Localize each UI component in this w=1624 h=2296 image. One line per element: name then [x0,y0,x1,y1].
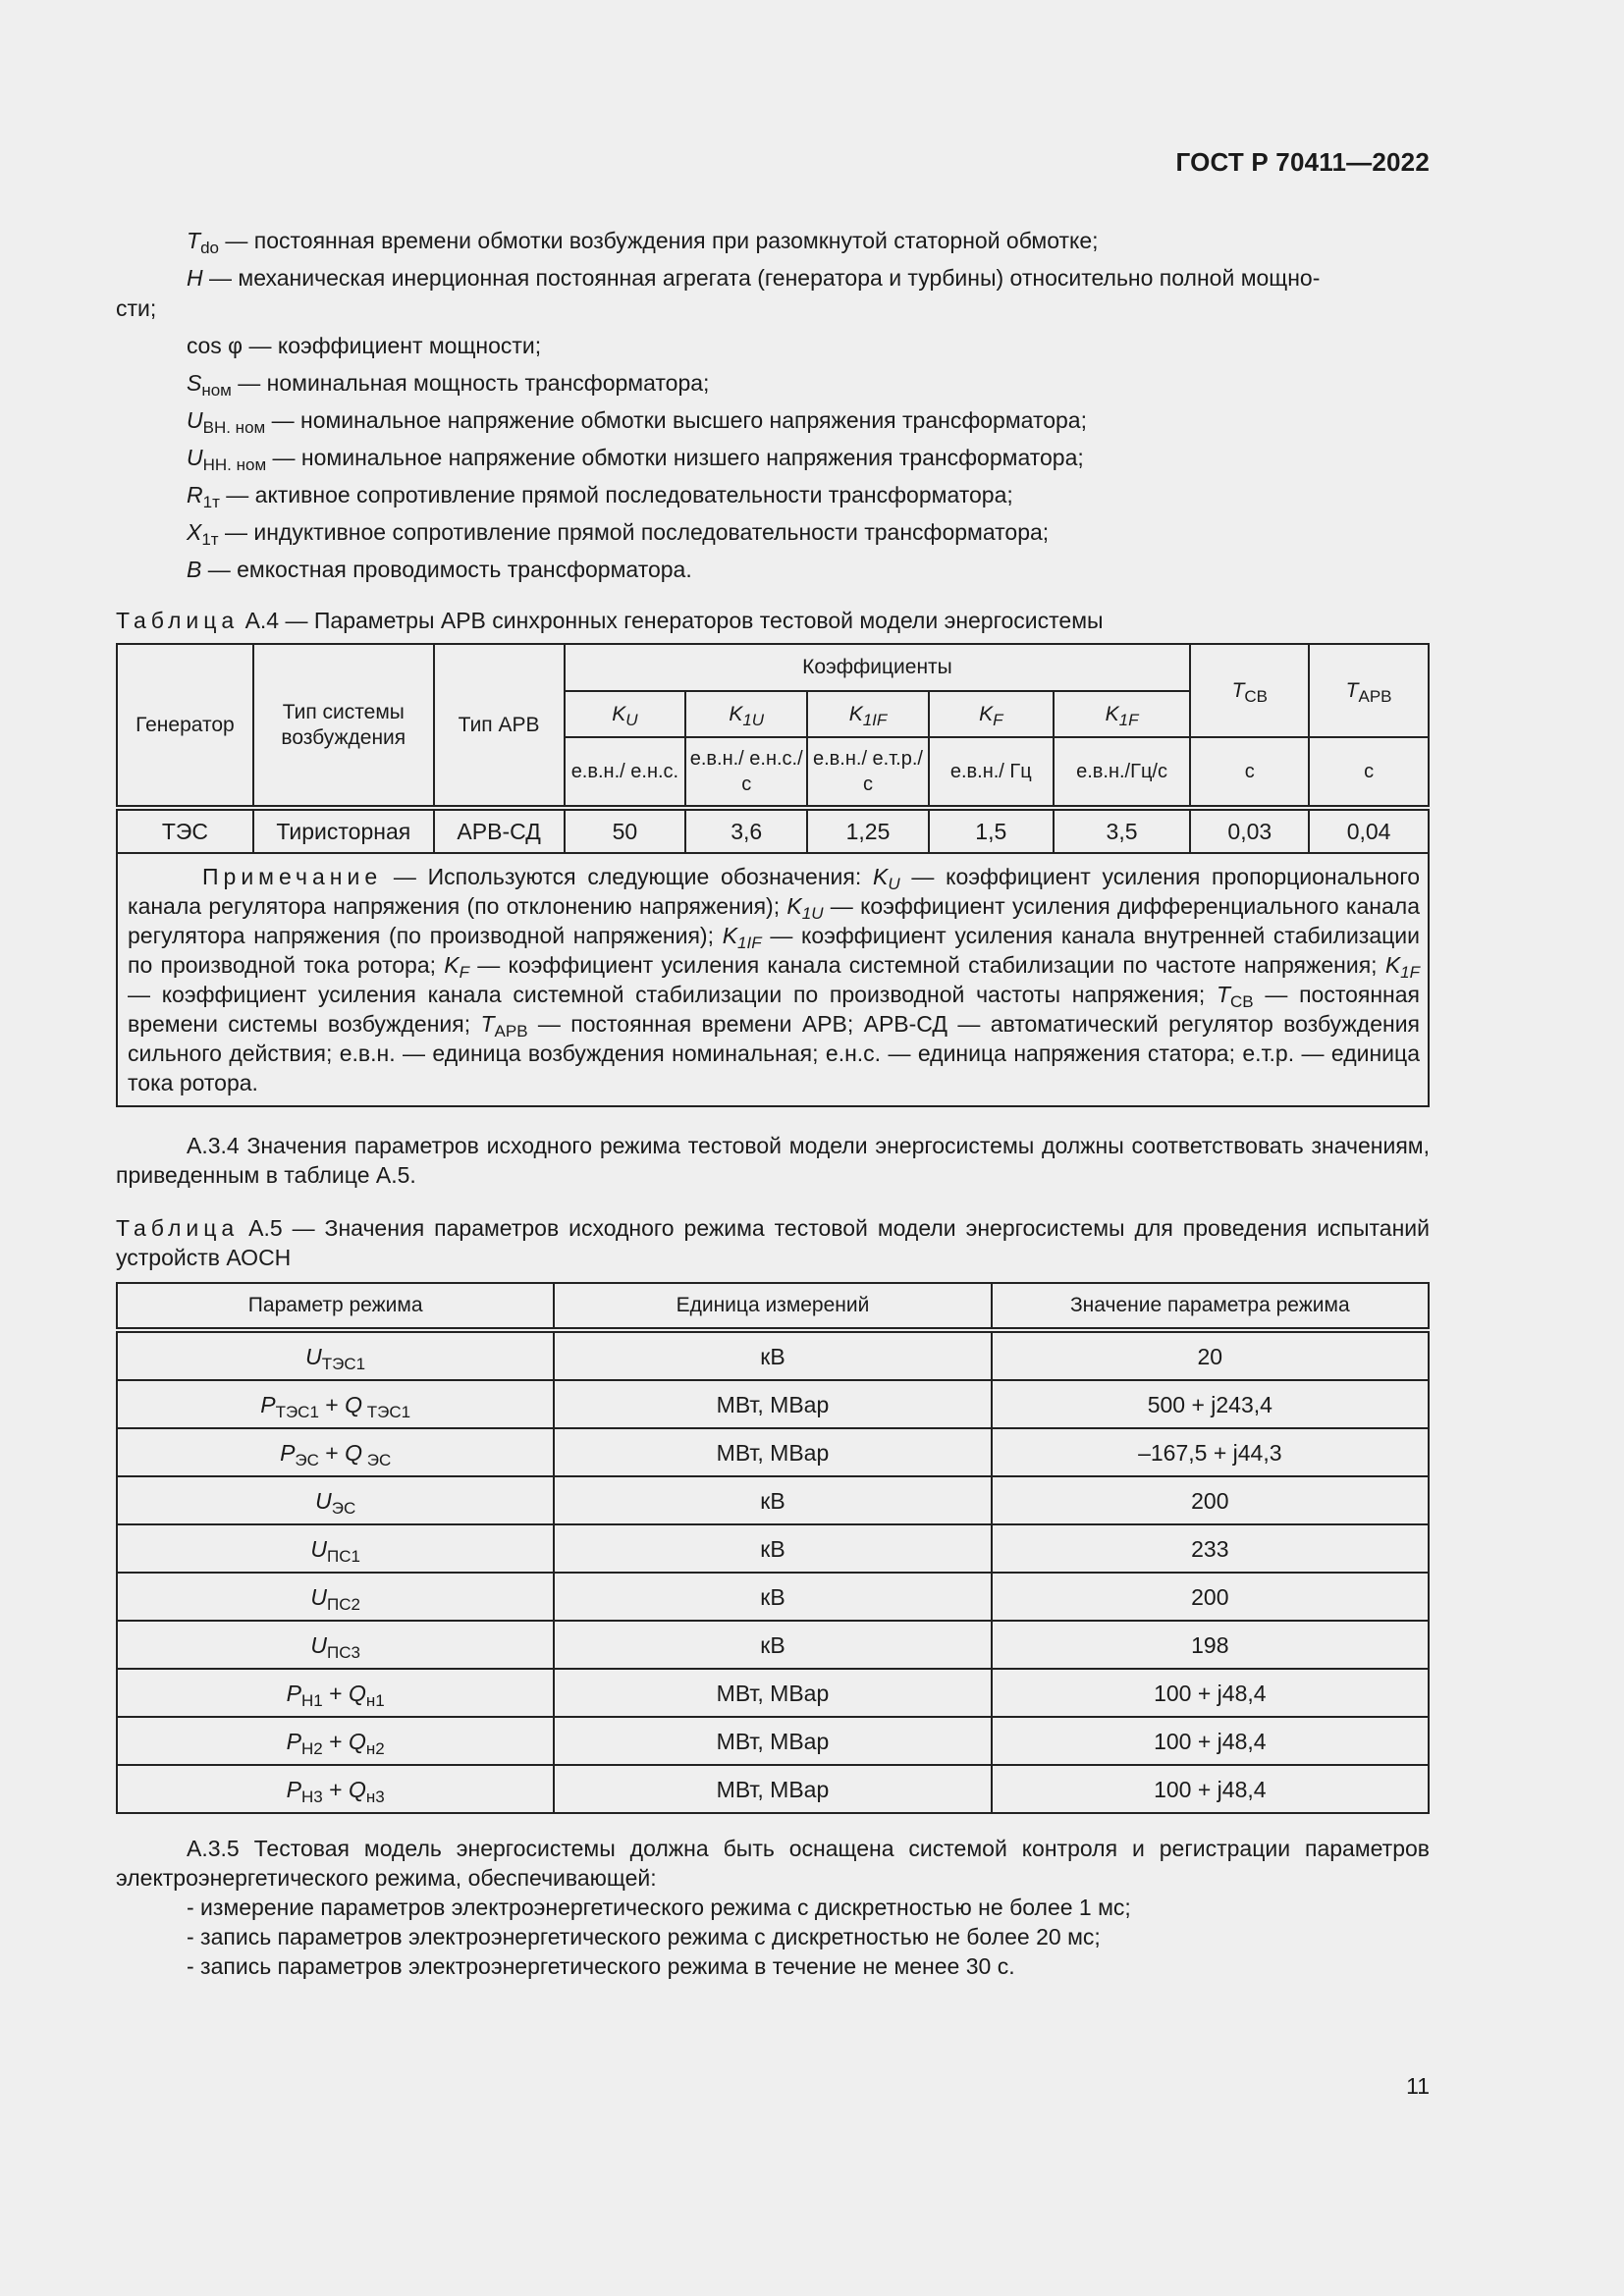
cell-unit: МВт, МВар [554,1669,991,1717]
caption-text: А.5 — Значения параметров исходного режима тестовой модели энергосистемы для проведения испытаний устройств АОСН [116,1215,1430,1270]
list-item: - запись параметров электроэнергетического режима с дискретностью не более 20 мс; [187,1924,1101,1949]
definition-symbol: T [187,228,201,253]
param-symbol: Q [348,1776,366,1802]
note-subscript: 1U [801,904,824,923]
cell-value: 200 [992,1573,1429,1621]
definition-text: — постоянная времени обмотки возбуждения при разомкнутой статорной обмотке; [218,228,1099,253]
definition-subscript: 1т [201,530,219,549]
param-symbol: Q [348,1680,366,1706]
param-subscript: ПС1 [326,1546,360,1566]
note-subscript: F [459,963,469,982]
table-row [117,1330,1429,1380]
table-row [117,808,1429,853]
table-row [117,1669,1429,1717]
table-a4-note [117,853,1429,1106]
definition-symbol: S [187,370,202,396]
cell-parameter [117,1621,554,1669]
unit-k1f: е.в.н./Гц/с [1054,737,1191,808]
caption-word: Таблица [116,608,240,633]
subscript: F [993,710,1003,729]
header-generator: Генератор [117,644,253,808]
table-row [117,1765,1429,1813]
subscript: U [625,710,638,729]
definition-item [116,222,1430,259]
note-symbol: K [786,893,802,919]
note-text: — коэффициент усиления дифференциального канала регулятора напряжения (по производной напряжения); [128,893,1420,948]
subscript: 1IF [862,710,888,729]
note-text: — постоянная времени АРВ; АРВ-СД — автоматический регулятор возбуждения сильного действия; е.в.н. — единица возбуждения номинальная; е.н.с. — единица напряжения статора; е.т.р. — единица тока ротора. [128,1011,1420,1095]
cell-value: 200 [992,1476,1429,1524]
note-symbol: K [873,864,889,889]
unit-tarv: с [1309,737,1429,808]
definition-subscript: ВН. ном [202,418,266,437]
definition-symbol: X [187,519,202,545]
cell-value: 500 + j243,4 [992,1380,1429,1428]
cell-ku: 50 [565,808,686,853]
header-excitation-type: Тип системы возбуждения [253,644,434,808]
cell-kf: 1,5 [929,808,1054,853]
param-symbol: U [310,1631,327,1658]
header-parameter: Параметр режима [117,1283,554,1330]
definition-symbol: H [187,265,203,291]
definitions-list [116,222,1430,588]
note-word: Примечание [202,864,383,889]
cell-parameter: $P_{Н3} + Q_{н3}$ [117,1765,554,1813]
definition-item [116,401,1430,439]
cell-unit: кВ [554,1524,991,1573]
cell-parameter: $P_{ТЭС1} + Q$ $_{ТЭС1}$ [117,1380,554,1428]
cell-unit: МВт, МВар [554,1380,991,1428]
cell-value: 20 [992,1330,1429,1380]
param-symbol: U [310,1583,327,1610]
cell-k1u: 3,6 [685,808,807,853]
table-row [117,1524,1429,1573]
note-symbol: T [1216,982,1230,1007]
cell-arv-type: АРВ-СД [434,808,565,853]
page-number: 11 [1406,2073,1430,2099]
param-symbol: P [286,1728,301,1754]
note-subscript: СВ [1230,992,1254,1011]
definition-text: — номинальное напряжение обмотки высшего напряжения трансформатора; [265,407,1087,433]
table-row [117,1476,1429,1524]
param-subscript: Н3 [300,1787,323,1806]
param-symbol: P [286,1776,301,1802]
table-a5-caption [116,1213,1430,1272]
param-subscript: н3 [365,1787,385,1806]
note-subscript: 1IF [737,934,762,952]
param-subscript: ЭС [362,1450,392,1469]
caption-word: Таблица [116,1215,240,1241]
cell-excitation-type: Тиристорная [253,808,434,853]
definition-item [116,439,1430,476]
param-symbol: P [260,1391,276,1417]
header-k1u [685,691,807,737]
note-symbol: T [480,1011,495,1037]
cell-value: 100 + j48,4 [992,1717,1429,1765]
symbol: K [848,702,863,725]
cell-unit: кВ [554,1573,991,1621]
cell-unit: МВт, МВар [554,1428,991,1476]
cell-value: 100 + j48,4 [992,1669,1429,1717]
definition-text: — номинальная мощность трансформатора; [231,370,710,396]
definition-subscript: НН. ном [202,455,267,474]
param-subscript: ЭС [295,1450,319,1469]
param-symbol: Q [345,1391,363,1417]
definition-subscript: do [200,239,219,257]
definition-symbol: U [187,407,203,433]
header-arv-type: Тип АРВ [434,644,565,808]
param-symbol: P [280,1439,296,1466]
param-symbol: U [315,1487,332,1514]
param-subscript: н2 [365,1738,385,1758]
param-symbol: P [286,1680,301,1706]
note-symbol: K [444,952,460,978]
param-subscript: Н2 [300,1738,323,1758]
table-row [117,1717,1429,1765]
table-row [117,1573,1429,1621]
list-item: - запись параметров электроэнергетического режима в течение не менее 30 с. [187,1953,1015,1979]
cell-unit: кВ [554,1330,991,1380]
header-k1if [807,691,929,737]
cell-k1if: 1,25 [807,808,929,853]
cell-generator: ТЭС [117,808,253,853]
cell-parameter [117,1330,554,1380]
note-symbol: K [1384,952,1401,978]
header-k1f [1054,691,1191,737]
cell-unit: кВ [554,1621,991,1669]
definition-symbol: B [187,557,202,582]
definition-item [116,551,1430,588]
cell-k1f: 3,5 [1054,808,1191,853]
note-text: — коэффициент усиления канала системной стабилизации по производной частоты напряжения; [128,982,1217,1007]
cell-parameter [117,1476,554,1524]
param-subscript: ЭС [331,1498,356,1518]
definition-symbol: cos φ [187,333,244,358]
cell-parameter [117,1573,554,1621]
definition-subscript: ном [201,381,232,400]
subscript: АРВ [1358,686,1392,706]
subscript: СВ [1244,686,1269,706]
note-text: — коэффициент усиления канала системной стабилизации по частоте напряжения; [469,952,1385,978]
note-text: — постоянная времени системы возбуждения; [128,982,1420,1037]
param-symbol: Q [345,1439,363,1466]
header-tcv [1190,644,1309,737]
definition-text: — активное сопротивление прямой последовательности трансформатора; [219,482,1013,507]
param-subscript: Н1 [300,1690,323,1710]
definition-item [116,364,1430,401]
table-a4-caption [116,602,1430,639]
note-subscript: U [888,875,900,893]
cell-parameter: $P_{Н1} + Q_{н1}$ [117,1669,554,1717]
header-value: Значение параметра режима [992,1283,1429,1330]
unit-kf: е.в.н./ Гц [929,737,1054,808]
note-subscript: АРВ [494,1022,528,1041]
symbol: K [612,702,626,725]
param-subscript: ПС3 [326,1642,360,1662]
definition-text: — коэффициент мощности; [243,333,542,358]
definition-item [116,476,1430,513]
cell-unit: МВт, МВар [554,1765,991,1813]
symbol: T [1231,678,1245,702]
cell-tcv: 0,03 [1190,808,1309,853]
paragraph-a34: А.3.4 Значения параметров исходного режима тестовой модели энергосистемы должны соответствовать значениям, приведенным в таблице А.5. [116,1133,1430,1188]
subscript: 1U [742,710,765,729]
cell-value: 100 + j48,4 [992,1765,1429,1813]
cell-value: 198 [992,1621,1429,1669]
cell-parameter [117,1524,554,1573]
definition-item [116,327,1430,364]
param-subscript: ТЭС1 [321,1354,366,1373]
note-text: — Используются следующие обозначения: [382,864,873,889]
cell-unit: кВ [554,1476,991,1524]
unit-tcv: с [1190,737,1309,808]
paragraph-a35: А.3.5 Тестовая модель энергосистемы должна быть оснащена системой контроля и регистрации параметров электроэнергетического режима, обеспечивающей: [116,1836,1430,1891]
definition-text: — емкостная проводимость трансформатора. [201,557,692,582]
symbol: K [1105,702,1119,725]
document-id: ГОСТ Р 70411—2022 [1175,147,1430,177]
header-ku [565,691,686,737]
table-a4 [116,643,1430,1107]
param-symbol: Q [348,1728,366,1754]
unit-k1u: е.в.н./ е.н.с./с [685,737,807,808]
table-a5-body [117,1330,1429,1813]
unit-ku: е.в.н./ е.н.с. [565,737,686,808]
cell-parameter: $P_{Н2} + Q_{н2}$ [117,1717,554,1765]
param-symbol: U [310,1535,327,1562]
symbol: T [1345,678,1359,702]
definition-subscript: 1т [202,493,220,511]
header-unit: Единица измерений [554,1283,991,1330]
note-text: — коэффициент усиления канала внутренней стабилизации по производной тока ротора; [128,923,1420,978]
param-subscript: н1 [365,1690,385,1710]
cell-parameter: $P_{ЭС} + Q$ $_{ЭС}$ [117,1428,554,1476]
definition-symbol: R [187,482,203,507]
table-row [117,1428,1429,1476]
page-content [116,222,1430,1981]
header-tarv [1309,644,1429,737]
cell-value: –167,5 + j44,3 [992,1428,1429,1476]
header-coefficients: Коэффициенты [565,644,1191,691]
subscript: 1F [1118,710,1139,729]
note-symbol: K [722,923,738,948]
definition-continuation: сти; [116,295,157,321]
symbol: K [979,702,994,725]
definition-text: — механическая инерционная постоянная агрегата (генератора и турбины) относительно полной мощно- [202,265,1321,291]
requirements-list [116,1893,1430,1981]
param-subscript: ПС2 [326,1594,360,1614]
definition-text: — индуктивное сопротивление прямой последовательности трансформатора; [218,519,1050,545]
list-item: - измерение параметров электроэнергетического режима с дискретностью не более 1 мс; [187,1895,1131,1920]
definition-item [116,259,1430,296]
param-symbol: U [305,1343,322,1369]
definition-text: — номинальное напряжение обмотки низшего напряжения трансформатора; [266,445,1084,470]
table-row [117,1380,1429,1428]
symbol: K [729,702,743,725]
definition-item [116,513,1430,551]
table-row [117,1621,1429,1669]
table-a5 [116,1282,1430,1814]
unit-k1if: е.в.н./ е.т.р./с [807,737,929,808]
header-kf [929,691,1054,737]
note-subscript: 1F [1400,963,1420,982]
definition-symbol: U [187,445,203,470]
caption-text: А.4 — Параметры АРВ синхронных генераторов тестовой модели энергосистемы [239,608,1104,633]
cell-unit: МВт, МВар [554,1717,991,1765]
cell-value: 233 [992,1524,1429,1573]
note-text: — коэффициент усиления пропорционального канала регулятора напряжения (по отклонению напряжения); [128,864,1420,919]
param-subscript: ТЭС1 [275,1402,319,1421]
param-subscript: ТЭС1 [362,1402,411,1421]
cell-tarv: 0,04 [1309,808,1429,853]
